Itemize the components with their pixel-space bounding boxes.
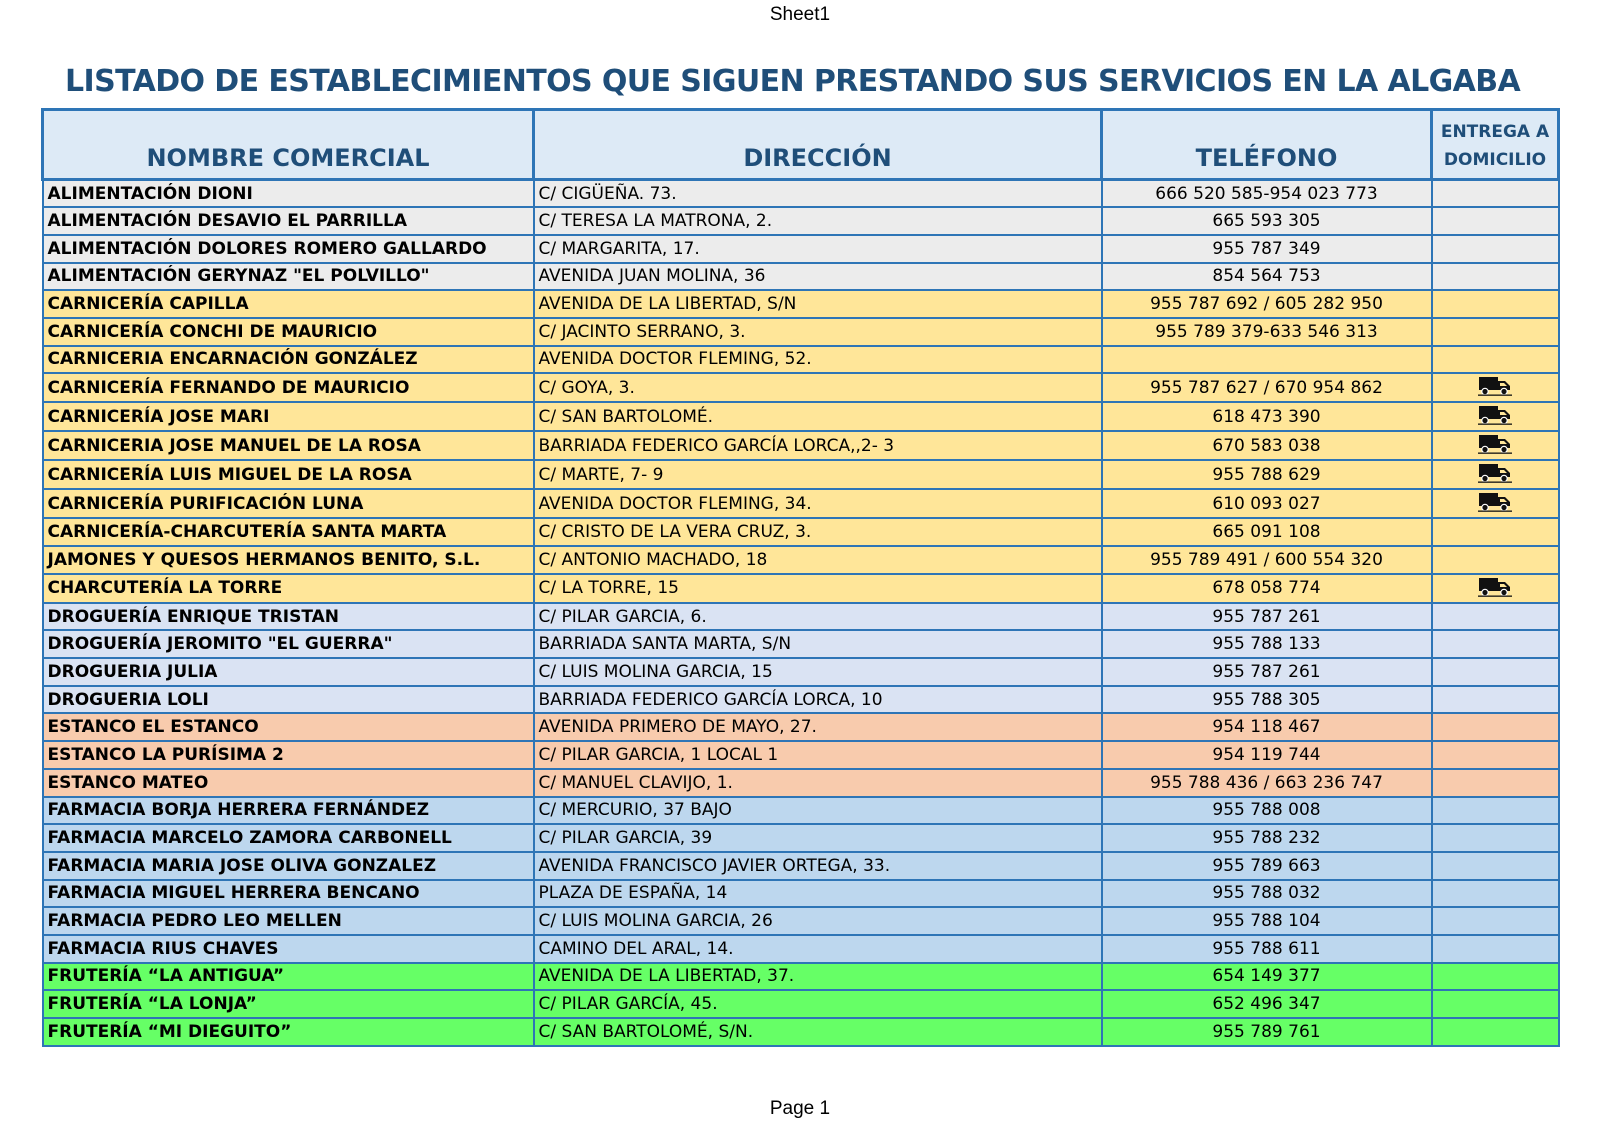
cell-name: FRUTERÍA “MI DIEGUITO”: [43, 1018, 534, 1046]
cell-address: BARRIADA FEDERICO GARCÍA LORCA, 10: [534, 686, 1102, 714]
cell-name: JAMONES Y QUESOS HERMANOS BENITO, S.L.: [43, 546, 534, 574]
cell-name: DROGUERÍA JEROMITO "EL GUERRA": [43, 630, 534, 658]
cell-phone: 670 583 038: [1102, 431, 1432, 460]
cell-phone: 955 787 692 / 605 282 950: [1102, 290, 1432, 318]
table-row: [43, 373, 1559, 402]
table-row: [43, 880, 1559, 908]
table-row: [43, 489, 1559, 518]
table-row: [43, 713, 1559, 741]
cell-delivery: [1432, 741, 1559, 769]
cell-delivery: [1432, 880, 1559, 908]
table-row: [43, 658, 1559, 686]
cell-phone: 955 788 611: [1102, 935, 1432, 963]
cell-name: FARMACIA MIGUEL HERRERA BENCANO: [43, 880, 534, 908]
table-row: [43, 518, 1559, 546]
header-delivery-line2: DOMICILIO: [1443, 150, 1547, 170]
cell-phone: 854 564 753: [1102, 263, 1432, 291]
cell-address: C/ JACINTO SERRANO, 3.: [534, 318, 1102, 346]
cell-phone: 666 520 585-954 023 773: [1102, 180, 1432, 208]
cell-address: C/ PILAR GARCIA, 6.: [534, 603, 1102, 631]
cell-name: FARMACIA PEDRO LEO MELLEN: [43, 907, 534, 935]
cell-phone: 954 119 744: [1102, 741, 1432, 769]
cell-name: CHARCUTERÍA LA TORRE: [43, 574, 534, 603]
cell-delivery: [1432, 1018, 1559, 1046]
cell-phone: 665 593 305: [1102, 207, 1432, 235]
cell-phone: 678 058 774: [1102, 574, 1432, 603]
delivery-truck-icon: [1477, 403, 1513, 430]
cell-address: C/ PILAR GARCÍA, 45.: [534, 990, 1102, 1018]
table-row: [43, 852, 1559, 880]
cell-delivery: [1432, 518, 1559, 546]
header-phone: TELÉFONO: [1102, 110, 1432, 180]
cell-name: CARNICERÍA-CHARCUTERÍA SANTA MARTA: [43, 518, 534, 546]
cell-delivery: [1432, 263, 1559, 291]
cell-name: CARNICERÍA FERNANDO DE MAURICIO: [43, 373, 534, 402]
cell-delivery: [1432, 207, 1559, 235]
cell-name: ALIMENTACIÓN DOLORES ROMERO GALLARDO: [43, 235, 534, 263]
table-row: [43, 402, 1559, 431]
table-row: [43, 963, 1559, 991]
cell-delivery: [1432, 290, 1559, 318]
cell-name: ALIMENTACIÓN DESAVIO EL PARRILLA: [43, 207, 534, 235]
cell-delivery: [1432, 852, 1559, 880]
cell-phone: 955 789 491 / 600 554 320: [1102, 546, 1432, 574]
cell-phone: 652 496 347: [1102, 990, 1432, 1018]
establishments-table: [41, 108, 1560, 1047]
cell-address: AVENIDA FRANCISCO JAVIER ORTEGA, 33.: [534, 852, 1102, 880]
cell-address: AVENIDA PRIMERO DE MAYO, 27.: [534, 713, 1102, 741]
table-row: [43, 741, 1559, 769]
cell-address: C/ SAN BARTOLOMÉ.: [534, 402, 1102, 431]
table-row: [43, 824, 1559, 852]
cell-name: ESTANCO EL ESTANCO: [43, 713, 534, 741]
cell-address: C/ PILAR GARCIA, 39: [534, 824, 1102, 852]
table-header-row: [43, 110, 1559, 180]
cell-delivery: [1432, 935, 1559, 963]
table-row: [43, 935, 1559, 963]
delivery-truck-icon: [1477, 374, 1513, 401]
cell-name: CARNICERIA JOSE MANUEL DE LA ROSA: [43, 431, 534, 460]
cell-name: DROGUERIA LOLI: [43, 686, 534, 714]
cell-name: CARNICERÍA CAPILLA: [43, 290, 534, 318]
cell-delivery: [1432, 180, 1559, 208]
cell-phone: 665 091 108: [1102, 518, 1432, 546]
cell-delivery: [1432, 346, 1559, 374]
cell-name: FARMACIA BORJA HERRERA FERNÁNDEZ: [43, 797, 534, 825]
table-row: [43, 346, 1559, 374]
cell-address: C/ TERESA LA MATRONA, 2.: [534, 207, 1102, 235]
cell-address: AVENIDA DOCTOR FLEMING, 52.: [534, 346, 1102, 374]
cell-delivery: [1432, 489, 1559, 518]
cell-phone: 955 787 627 / 670 954 862: [1102, 373, 1432, 402]
cell-address: C/ LA TORRE, 15: [534, 574, 1102, 603]
table-row: [43, 263, 1559, 291]
cell-name: CARNICERIA ENCARNACIÓN GONZÁLEZ: [43, 346, 534, 374]
cell-phone: 955 788 133: [1102, 630, 1432, 658]
cell-name: CARNICERÍA LUIS MIGUEL DE LA ROSA: [43, 460, 534, 489]
cell-address: C/ MERCURIO, 37 BAJO: [534, 797, 1102, 825]
cell-delivery: [1432, 907, 1559, 935]
cell-delivery: [1432, 990, 1559, 1018]
table-row: [43, 990, 1559, 1018]
cell-name: CARNICERÍA PURIFICACIÓN LUNA: [43, 489, 534, 518]
header-delivery-line1: ENTREGA A: [1440, 122, 1550, 142]
cell-delivery: [1432, 713, 1559, 741]
cell-address: C/ GOYA, 3.: [534, 373, 1102, 402]
cell-phone: 955 789 663: [1102, 852, 1432, 880]
cell-delivery: [1432, 546, 1559, 574]
table-row: [43, 686, 1559, 714]
cell-phone: 955 788 032: [1102, 880, 1432, 908]
table-row: [43, 797, 1559, 825]
table-row: [43, 290, 1559, 318]
cell-address: AVENIDA DE LA LIBERTAD, S/N: [534, 290, 1102, 318]
cell-delivery: [1432, 769, 1559, 797]
cell-delivery: [1432, 797, 1559, 825]
cell-address: C/ PILAR GARCIA, 1 LOCAL 1: [534, 741, 1102, 769]
table-row: [43, 318, 1559, 346]
delivery-truck-icon: [1477, 432, 1513, 459]
cell-name: FARMACIA MARCELO ZAMORA CARBONELL: [43, 824, 534, 852]
page-number: Page 1: [769, 1098, 831, 1119]
cell-phone: 955 787 349: [1102, 235, 1432, 263]
cell-delivery: [1432, 630, 1559, 658]
cell-phone: 955 787 261: [1102, 603, 1432, 631]
delivery-truck-icon: [1477, 575, 1513, 602]
table-body: [43, 180, 1559, 1046]
cell-address: C/ ANTONIO MACHADO, 18: [534, 546, 1102, 574]
cell-delivery: [1432, 431, 1559, 460]
cell-name: FARMACIA RIUS CHAVES: [43, 935, 534, 963]
table-row: [43, 460, 1559, 489]
table-row: [43, 431, 1559, 460]
table-row: [43, 907, 1559, 935]
sheet-name: Sheet1: [769, 4, 831, 25]
cell-phone: 955 789 761: [1102, 1018, 1432, 1046]
cell-delivery: [1432, 603, 1559, 631]
cell-address: C/ CIGÜEÑA. 73.: [534, 180, 1102, 208]
cell-name: ALIMENTACIÓN DIONI: [43, 180, 534, 208]
cell-phone: 610 093 027: [1102, 489, 1432, 518]
cell-address: C/ MARGARITA, 17.: [534, 235, 1102, 263]
table-row: [43, 574, 1559, 603]
cell-address: AVENIDA DOCTOR FLEMING, 34.: [534, 489, 1102, 518]
cell-address: C/ MARTE, 7- 9: [534, 460, 1102, 489]
cell-delivery: [1432, 963, 1559, 991]
table-row: [43, 769, 1559, 797]
cell-phone: 955 787 261: [1102, 658, 1432, 686]
table-row: [43, 235, 1559, 263]
cell-name: ALIMENTACIÓN GERYNAZ "EL POLVILLO": [43, 263, 534, 291]
cell-name: DROGUERÍA ENRIQUE TRISTAN: [43, 603, 534, 631]
cell-address: AVENIDA JUAN MOLINA, 36: [534, 263, 1102, 291]
cell-name: FRUTERÍA “LA LONJA”: [43, 990, 534, 1018]
cell-delivery: [1432, 235, 1559, 263]
cell-delivery: [1432, 574, 1559, 603]
cell-address: C/ MANUEL CLAVIJO, 1.: [534, 769, 1102, 797]
cell-name: DROGUERIA JULIA: [43, 658, 534, 686]
cell-delivery: [1432, 402, 1559, 431]
cell-phone: 955 788 436 / 663 236 747: [1102, 769, 1432, 797]
cell-phone: 955 788 305: [1102, 686, 1432, 714]
cell-phone: 618 473 390: [1102, 402, 1432, 431]
delivery-truck-icon: [1477, 490, 1513, 517]
table-row: [43, 1018, 1559, 1046]
page-title: LISTADO DE ESTABLECIMIENTOS QUE SIGUEN PRESTANDO SUS SERVICIOS EN LA ALGABA: [65, 64, 1521, 99]
table-row: [43, 603, 1559, 631]
cell-address: AVENIDA DE LA LIBERTAD, 37.: [534, 963, 1102, 991]
cell-delivery: [1432, 318, 1559, 346]
cell-phone: [1102, 346, 1432, 374]
cell-phone: 954 118 467: [1102, 713, 1432, 741]
cell-address: PLAZA DE ESPAÑA, 14: [534, 880, 1102, 908]
cell-phone: 955 789 379-633 546 313: [1102, 318, 1432, 346]
table-row: [43, 207, 1559, 235]
header-address: DIRECCIÓN: [534, 110, 1102, 180]
cell-delivery: [1432, 373, 1559, 402]
header-delivery: [1432, 110, 1559, 180]
cell-phone: 955 788 629: [1102, 460, 1432, 489]
cell-name: CARNICERÍA JOSE MARI: [43, 402, 534, 431]
cell-name: FRUTERÍA “LA ANTIGUA”: [43, 963, 534, 991]
table-row: [43, 180, 1559, 208]
cell-address: C/ LUIS MOLINA GARCIA, 26: [534, 907, 1102, 935]
table-row: [43, 630, 1559, 658]
header-name: NOMBRE COMERCIAL: [43, 110, 534, 180]
cell-phone: 955 788 232: [1102, 824, 1432, 852]
cell-address: C/ CRISTO DE LA VERA CRUZ, 3.: [534, 518, 1102, 546]
cell-phone: 955 788 008: [1102, 797, 1432, 825]
cell-name: FARMACIA MARIA JOSE OLIVA GONZALEZ: [43, 852, 534, 880]
cell-address: C/ LUIS MOLINA GARCIA, 15: [534, 658, 1102, 686]
cell-address: C/ SAN BARTOLOMÉ, S/N.: [534, 1018, 1102, 1046]
cell-name: ESTANCO LA PURÍSIMA 2: [43, 741, 534, 769]
cell-delivery: [1432, 460, 1559, 489]
delivery-truck-icon: [1477, 461, 1513, 488]
cell-address: BARRIADA SANTA MARTA, S/N: [534, 630, 1102, 658]
table-row: [43, 546, 1559, 574]
cell-address: BARRIADA FEDERICO GARCÍA LORCA,,2- 3: [534, 431, 1102, 460]
cell-phone: 955 788 104: [1102, 907, 1432, 935]
cell-delivery: [1432, 658, 1559, 686]
cell-address: CAMINO DEL ARAL, 14.: [534, 935, 1102, 963]
cell-delivery: [1432, 686, 1559, 714]
cell-phone: 654 149 377: [1102, 963, 1432, 991]
cell-delivery: [1432, 824, 1559, 852]
cell-name: CARNICERÍA CONCHI DE MAURICIO: [43, 318, 534, 346]
cell-name: ESTANCO MATEO: [43, 769, 534, 797]
